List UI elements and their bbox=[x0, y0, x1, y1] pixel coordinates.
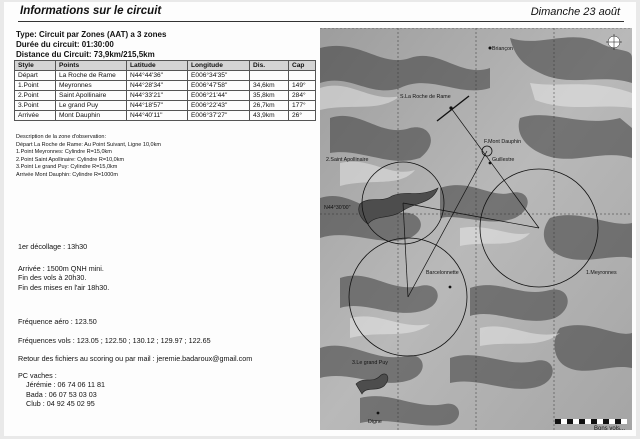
col-points: Points bbox=[56, 61, 127, 71]
contact-jeremie: Jérémie : 06 74 06 11 81 bbox=[26, 380, 105, 390]
table-row bbox=[15, 101, 316, 111]
cell-cap: 284° bbox=[289, 91, 316, 101]
cell-point: Le grand Puy bbox=[56, 101, 127, 111]
cell-cap: 177° bbox=[289, 101, 316, 111]
cell-dist: 26,7km bbox=[250, 101, 289, 111]
cell-lat: N44°44'36" bbox=[127, 71, 188, 81]
cell-dist: 34,6km bbox=[250, 81, 289, 91]
event-date: Dimanche 23 août bbox=[530, 6, 620, 18]
cell-dist bbox=[250, 71, 289, 81]
cell-point: Mont Dauphin bbox=[56, 111, 127, 121]
label-finish: F.Mont Dauphin bbox=[484, 139, 522, 145]
contact-club: Club : 04 92 45 02 95 bbox=[26, 398, 95, 408]
table-row bbox=[15, 71, 316, 81]
cell-style: Arrivée bbox=[15, 111, 56, 121]
scoring-return: Retour des fichiers au scoring ou par mail : jeremie.badaroux@gmail.com bbox=[18, 354, 253, 363]
cell-lon: E006°22'43" bbox=[188, 101, 250, 111]
cell-point: La Roche de Rame bbox=[56, 71, 127, 81]
label-p3: 3.Le grand Puy bbox=[352, 360, 388, 366]
col-latitude: Latitude bbox=[127, 61, 188, 71]
cell-lat: N44°28'34" bbox=[127, 81, 188, 91]
arrival-rules bbox=[18, 264, 109, 292]
col-longitude: Longitude bbox=[188, 61, 250, 71]
waypoints-table bbox=[14, 60, 316, 121]
zone-line: 1.Point Meyronnes: Cylindre R=15,0km bbox=[16, 149, 112, 156]
circuit-duration: Durée du circuit: 01:30:00 bbox=[16, 40, 114, 49]
label-p1: 1.Meyronnes bbox=[586, 270, 617, 276]
cell-cap: 149° bbox=[289, 81, 316, 91]
table-row bbox=[15, 111, 316, 121]
scale-caption: Bons vols... bbox=[594, 426, 626, 432]
zone-heading: Description de la zone d'observation: bbox=[16, 134, 107, 140]
cell-dist: 35,8km bbox=[250, 91, 289, 101]
zone-line: Arrivée Mont Dauphin: Cylindre R=1000m bbox=[16, 171, 118, 178]
cell-cap bbox=[289, 71, 316, 81]
end-of-flights: Fin des vols à 20h30. bbox=[18, 273, 87, 283]
table-header-row bbox=[15, 61, 316, 71]
aero-frequency: Fréquence aéro : 123.50 bbox=[18, 317, 97, 326]
cell-lat: N44°40'11" bbox=[127, 111, 188, 121]
label-lat-tick: N44°30'00" bbox=[324, 205, 351, 211]
col-cap: Cap bbox=[289, 61, 316, 71]
label-start: S.La Roche de Rame bbox=[400, 94, 451, 100]
label-briancon: Briançon bbox=[492, 46, 513, 52]
circuit-meta bbox=[16, 30, 166, 60]
cell-lat: N44°33'21" bbox=[127, 91, 188, 101]
cell-point: Meyronnes bbox=[56, 81, 127, 91]
table-row bbox=[15, 91, 316, 101]
col-distance: Dis. bbox=[250, 61, 289, 71]
pc-heading: PC vaches : bbox=[18, 371, 57, 380]
cell-dist: 43,9km bbox=[250, 111, 289, 121]
circuit-distance: Distance du Circuit: 73,9km/215,5km bbox=[16, 50, 155, 59]
cell-style: Départ bbox=[15, 71, 56, 81]
cell-point: Saint Apollinaire bbox=[56, 91, 127, 101]
arrival-altitude: Arrivée : 1500m QNH mini. bbox=[18, 264, 104, 273]
zone-line: 2.Point Saint Apollinaire: Cylindre R=10,0km bbox=[16, 156, 125, 163]
cell-style: 1.Point bbox=[15, 81, 56, 91]
zone-line: Départ La Roche de Rame: Au Point Suivant, Ligne 10,0km bbox=[16, 141, 161, 148]
task-map bbox=[320, 28, 632, 430]
cell-lat: N44°18'57" bbox=[127, 101, 188, 111]
cell-lon: E006°34'35" bbox=[188, 71, 250, 81]
cell-style: 3.Point bbox=[15, 101, 56, 111]
circuit-type: Type: Circuit par Zones (AAT) a 3 zones bbox=[16, 30, 167, 39]
header-divider bbox=[18, 21, 624, 22]
takeoff-time: 1er décollage : 13h30 bbox=[18, 242, 88, 251]
label-guillestre: Guillestre bbox=[492, 157, 515, 163]
end-of-launches: Fin des mises en l'air 18h30. bbox=[18, 282, 110, 292]
cell-style: 2.Point bbox=[15, 91, 56, 101]
label-barcelonnette: Barcelonnette bbox=[426, 270, 459, 276]
observation-zone-description bbox=[16, 134, 161, 180]
label-p2: 2.Saint Apollinaire bbox=[326, 157, 369, 163]
col-style: Style bbox=[15, 61, 56, 71]
flight-frequencies: Fréquences vols : 123.05 ; 122.50 ; 130.12 ; 129.97 ; 122.65 bbox=[18, 336, 211, 345]
cell-lon: E006°21'44" bbox=[188, 91, 250, 101]
cell-lon: E006°37'27" bbox=[188, 111, 250, 121]
label-digne: Digne bbox=[368, 419, 382, 425]
table-row bbox=[15, 81, 316, 91]
cell-lon: E006°47'58" bbox=[188, 81, 250, 91]
zone-line: 3.Point Le grand Puy: Cylindre R=15,0km bbox=[16, 164, 118, 171]
contact-bada: Bada : 06 07 53 03 03 bbox=[26, 389, 97, 399]
map-scale-bar bbox=[555, 419, 627, 424]
page-title: Informations sur le circuit bbox=[20, 5, 162, 17]
cell-cap: 26° bbox=[289, 111, 316, 121]
pc-contacts bbox=[18, 371, 105, 408]
